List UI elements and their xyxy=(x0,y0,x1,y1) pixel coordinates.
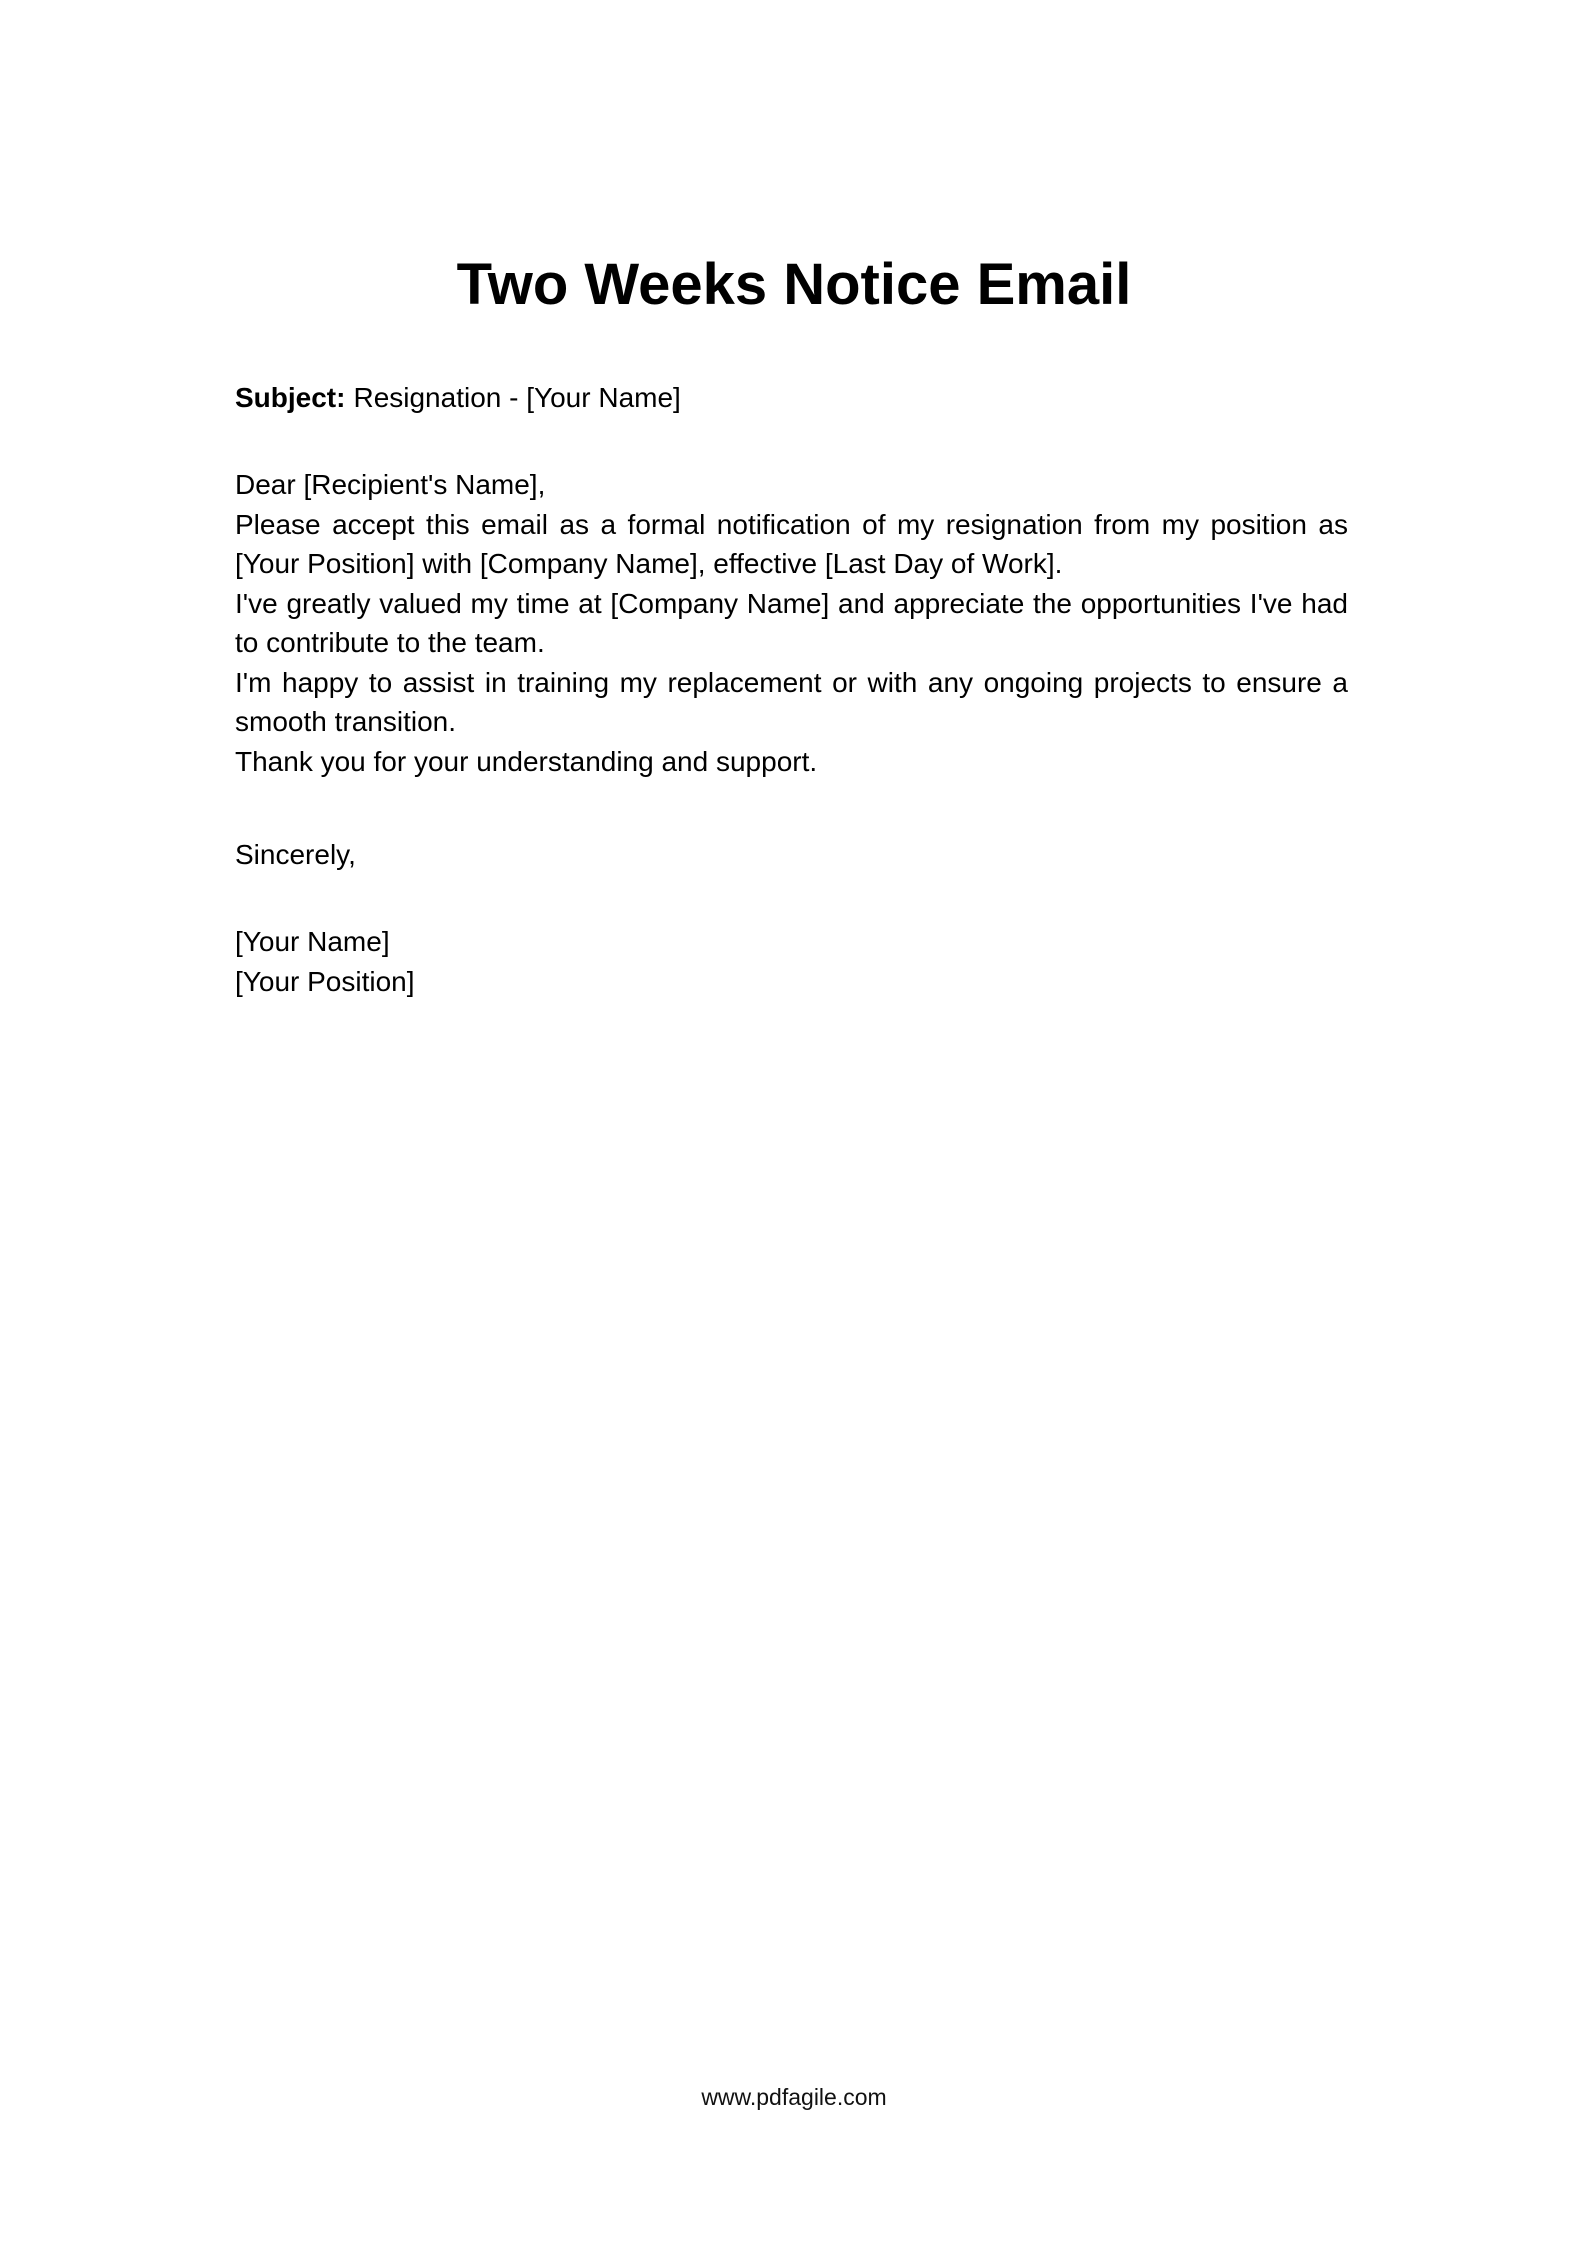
signature-block xyxy=(235,922,1348,1001)
signature-name: [Your Name] xyxy=(235,926,390,957)
paragraph-resignation-notice: Please accept this email as a formal notification of my resignation from my position as [Your Position] with [Company Name], effective [Last Day of Work]. xyxy=(235,508,1348,579)
letter-body xyxy=(235,465,1348,781)
page-title: Two Weeks Notice Email xyxy=(456,251,1132,317)
salutation-line: Dear [Recipient's Name], xyxy=(235,469,546,500)
subject-label: Subject: xyxy=(235,382,346,413)
paragraph-appreciation: I've greatly valued my time at [Company Name] and appreciate the opportunities I've had to contribute to the team. xyxy=(235,587,1348,658)
paragraph-transition-offer: I'm happy to assist in training my replacement or with any ongoing projects to ensure a smooth transition. xyxy=(235,666,1348,737)
subject-value: Resignation - [Your Name] xyxy=(353,382,681,413)
footer-website-url: www.pdfagile.com xyxy=(701,2084,887,2110)
signature-position: [Your Position] xyxy=(235,965,415,997)
paragraph-thanks: Thank you for your understanding and support. xyxy=(235,745,818,777)
subject-line xyxy=(235,378,1348,418)
closing-line: Sincerely, xyxy=(235,839,356,870)
